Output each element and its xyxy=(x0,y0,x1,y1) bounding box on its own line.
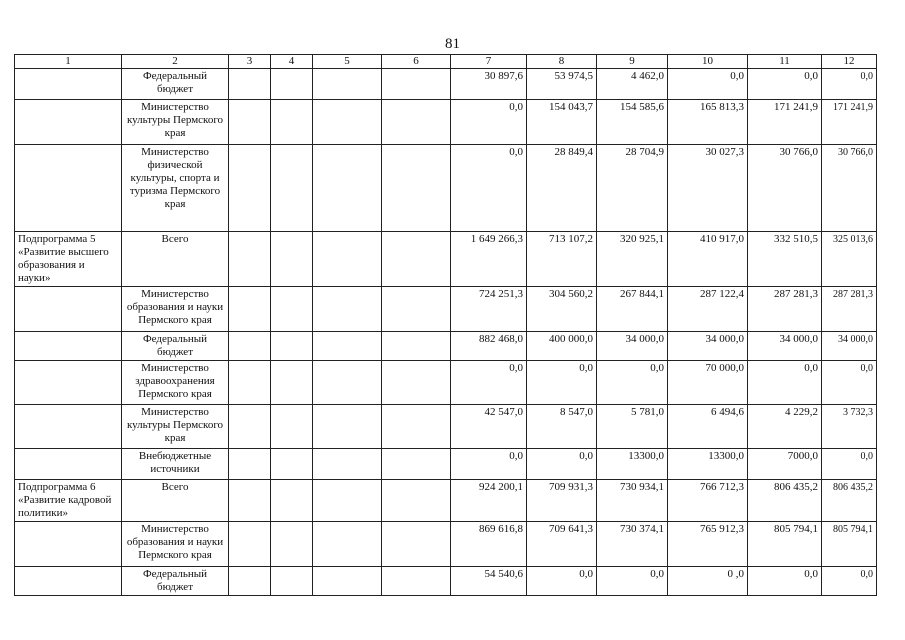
empty-cell xyxy=(271,567,313,596)
value-cell-col-10: 30 027,3 xyxy=(668,145,748,232)
value-cell-col-10: 70 000,0 xyxy=(668,361,748,405)
value-cell-col-9: 0,0 xyxy=(597,361,668,405)
empty-cell xyxy=(271,100,313,145)
value-cell-col-12: 30 766,0 xyxy=(822,145,877,232)
empty-cell xyxy=(313,232,382,287)
program-name-cell xyxy=(15,567,122,596)
value-cell-col-10: 13300,0 xyxy=(668,449,748,480)
value-cell-col-8: 0,0 xyxy=(527,449,597,480)
empty-cell xyxy=(271,480,313,522)
value-cell-col-7: 42 547,0 xyxy=(451,405,527,449)
funding-source-cell: Всего xyxy=(122,480,229,522)
value-cell-col-8: 28 849,4 xyxy=(527,145,597,232)
empty-cell xyxy=(382,361,451,405)
value-cell-col-10: 0,0 xyxy=(668,69,748,100)
column-number-11: 11 xyxy=(748,55,822,69)
funding-source-cell: Министерство образования и науки Пермского края xyxy=(122,522,229,567)
value-cell-col-8: 53 974,5 xyxy=(527,69,597,100)
value-cell-col-7: 0,0 xyxy=(451,361,527,405)
value-cell-col-11: 287 281,3 xyxy=(748,287,822,332)
value-cell-col-10: 165 813,3 xyxy=(668,100,748,145)
value-cell-col-7: 30 897,6 xyxy=(451,69,527,100)
empty-cell xyxy=(313,449,382,480)
empty-cell xyxy=(271,405,313,449)
program-name-cell xyxy=(15,405,122,449)
empty-cell xyxy=(382,287,451,332)
value-cell-col-11: 4 229,2 xyxy=(748,405,822,449)
value-cell-col-7: 54 540,6 xyxy=(451,567,527,596)
value-cell-col-9: 267 844,1 xyxy=(597,287,668,332)
funding-source-cell: Министерство образования и науки Пермского края xyxy=(122,287,229,332)
value-cell-col-12: 0,0 xyxy=(822,69,877,100)
empty-cell xyxy=(229,232,271,287)
value-cell-col-9: 13300,0 xyxy=(597,449,668,480)
value-cell-col-10: 287 122,4 xyxy=(668,287,748,332)
empty-cell xyxy=(313,522,382,567)
empty-cell xyxy=(271,332,313,361)
value-cell-col-12: 3 732,3 xyxy=(822,405,877,449)
column-number-7: 7 xyxy=(451,55,527,69)
table-row xyxy=(15,361,877,405)
empty-cell xyxy=(271,145,313,232)
table-row xyxy=(15,69,877,100)
funding-source-cell: Федеральный бюджет xyxy=(122,567,229,596)
empty-cell xyxy=(229,100,271,145)
empty-cell xyxy=(271,69,313,100)
empty-cell xyxy=(382,145,451,232)
empty-cell xyxy=(382,567,451,596)
empty-cell xyxy=(229,405,271,449)
value-cell-col-12: 287 281,3 xyxy=(822,287,877,332)
column-number-8: 8 xyxy=(527,55,597,69)
value-cell-col-10: 410 917,0 xyxy=(668,232,748,287)
value-cell-col-11: 34 000,0 xyxy=(748,332,822,361)
value-cell-col-11: 0,0 xyxy=(748,69,822,100)
empty-cell xyxy=(229,567,271,596)
empty-cell xyxy=(382,449,451,480)
value-cell-col-11: 0,0 xyxy=(748,567,822,596)
program-name-cell xyxy=(15,69,122,100)
value-cell-col-9: 154 585,6 xyxy=(597,100,668,145)
value-cell-col-11: 0,0 xyxy=(748,361,822,405)
empty-cell xyxy=(313,567,382,596)
column-number-1: 1 xyxy=(15,55,122,69)
empty-cell xyxy=(382,480,451,522)
page-number: 81 xyxy=(445,36,460,52)
empty-cell xyxy=(229,332,271,361)
empty-cell xyxy=(313,287,382,332)
table-row xyxy=(15,232,877,287)
program-name-cell xyxy=(15,449,122,480)
program-name-cell: Подпрограмма 6 «Развитие кадровой политики» xyxy=(15,480,122,522)
value-cell-col-7: 0,0 xyxy=(451,145,527,232)
value-cell-col-12: 806 435,2 xyxy=(822,480,877,522)
value-cell-col-10: 0 ,0 xyxy=(668,567,748,596)
value-cell-col-10: 34 000,0 xyxy=(668,332,748,361)
empty-cell xyxy=(271,232,313,287)
column-number-2: 2 xyxy=(122,55,229,69)
value-cell-col-7: 0,0 xyxy=(451,100,527,145)
funding-source-cell: Министерство здравоохранения Пермского края xyxy=(122,361,229,405)
empty-cell xyxy=(229,522,271,567)
empty-cell xyxy=(382,69,451,100)
funding-source-cell: Федеральный бюджет xyxy=(122,69,229,100)
empty-cell xyxy=(229,145,271,232)
value-cell-col-8: 713 107,2 xyxy=(527,232,597,287)
column-number-9: 9 xyxy=(597,55,668,69)
value-cell-col-9: 34 000,0 xyxy=(597,332,668,361)
empty-cell xyxy=(313,405,382,449)
value-cell-col-9: 4 462,0 xyxy=(597,69,668,100)
value-cell-col-10: 765 912,3 xyxy=(668,522,748,567)
funding-source-cell: Федеральный бюджет xyxy=(122,332,229,361)
program-name-cell xyxy=(15,100,122,145)
empty-cell xyxy=(313,145,382,232)
program-name-cell xyxy=(15,287,122,332)
table-row xyxy=(15,287,877,332)
value-cell-col-12: 0,0 xyxy=(822,361,877,405)
funding-source-cell: Министерство культуры Пермского края xyxy=(122,100,229,145)
program-name-cell: Подпрограмма 5 «Развитие высшего образования и науки» xyxy=(15,232,122,287)
empty-cell xyxy=(313,361,382,405)
funding-source-cell: Внебюджетные источники xyxy=(122,449,229,480)
value-cell-col-7: 0,0 xyxy=(451,449,527,480)
value-cell-col-12: 171 241,9 xyxy=(822,100,877,145)
empty-cell xyxy=(229,287,271,332)
funding-source-cell: Министерство культуры Пермского края xyxy=(122,405,229,449)
column-number-12: 12 xyxy=(822,55,877,69)
value-cell-col-11: 7000,0 xyxy=(748,449,822,480)
program-name-cell xyxy=(15,332,122,361)
value-cell-col-11: 171 241,9 xyxy=(748,100,822,145)
value-cell-col-7: 869 616,8 xyxy=(451,522,527,567)
empty-cell xyxy=(271,361,313,405)
table-row xyxy=(15,145,877,232)
value-cell-col-8: 0,0 xyxy=(527,567,597,596)
program-name-cell xyxy=(15,361,122,405)
value-cell-col-7: 924 200,1 xyxy=(451,480,527,522)
value-cell-col-12: 0,0 xyxy=(822,567,877,596)
value-cell-col-8: 400 000,0 xyxy=(527,332,597,361)
column-number-5: 5 xyxy=(313,55,382,69)
empty-cell xyxy=(382,522,451,567)
funding-source-cell: Всего xyxy=(122,232,229,287)
column-number-10: 10 xyxy=(668,55,748,69)
value-cell-col-10: 766 712,3 xyxy=(668,480,748,522)
value-cell-col-11: 805 794,1 xyxy=(748,522,822,567)
value-cell-col-9: 28 704,9 xyxy=(597,145,668,232)
value-cell-col-11: 806 435,2 xyxy=(748,480,822,522)
empty-cell xyxy=(271,287,313,332)
table-row xyxy=(15,449,877,480)
empty-cell xyxy=(313,69,382,100)
value-cell-col-11: 332 510,5 xyxy=(748,232,822,287)
value-cell-col-12: 325 013,6 xyxy=(822,232,877,287)
column-number-4: 4 xyxy=(271,55,313,69)
empty-cell xyxy=(229,480,271,522)
empty-cell xyxy=(313,332,382,361)
empty-cell xyxy=(271,449,313,480)
value-cell-col-7: 882 468,0 xyxy=(451,332,527,361)
empty-cell xyxy=(313,100,382,145)
table-row xyxy=(15,567,877,596)
value-cell-col-8: 0,0 xyxy=(527,361,597,405)
empty-cell xyxy=(382,332,451,361)
value-cell-col-9: 730 374,1 xyxy=(597,522,668,567)
table-row xyxy=(15,405,877,449)
value-cell-col-9: 320 925,1 xyxy=(597,232,668,287)
value-cell-col-11: 30 766,0 xyxy=(748,145,822,232)
value-cell-col-8: 154 043,7 xyxy=(527,100,597,145)
table-row xyxy=(15,100,877,145)
value-cell-col-9: 730 934,1 xyxy=(597,480,668,522)
budget-table xyxy=(14,54,877,596)
empty-cell xyxy=(229,449,271,480)
table-row xyxy=(15,522,877,567)
value-cell-col-8: 709 641,3 xyxy=(527,522,597,567)
empty-cell xyxy=(382,100,451,145)
empty-cell xyxy=(229,361,271,405)
value-cell-col-7: 1 649 266,3 xyxy=(451,232,527,287)
program-name-cell xyxy=(15,145,122,232)
column-number-6: 6 xyxy=(382,55,451,69)
table-row xyxy=(15,332,877,361)
column-number-3: 3 xyxy=(229,55,271,69)
value-cell-col-12: 34 000,0 xyxy=(822,332,877,361)
empty-cell xyxy=(271,522,313,567)
value-cell-col-8: 304 560,2 xyxy=(527,287,597,332)
value-cell-col-12: 0,0 xyxy=(822,449,877,480)
value-cell-col-10: 6 494,6 xyxy=(668,405,748,449)
value-cell-col-7: 724 251,3 xyxy=(451,287,527,332)
value-cell-col-8: 709 931,3 xyxy=(527,480,597,522)
value-cell-col-8: 8 547,0 xyxy=(527,405,597,449)
empty-cell xyxy=(382,232,451,287)
table-row xyxy=(15,480,877,522)
value-cell-col-12: 805 794,1 xyxy=(822,522,877,567)
empty-cell xyxy=(313,480,382,522)
value-cell-col-9: 0,0 xyxy=(597,567,668,596)
empty-cell xyxy=(229,69,271,100)
program-name-cell xyxy=(15,522,122,567)
value-cell-col-9: 5 781,0 xyxy=(597,405,668,449)
column-number-row xyxy=(15,55,877,69)
empty-cell xyxy=(382,405,451,449)
funding-source-cell: Министерство физической культуры, спорта и туризма Пермского края xyxy=(122,145,229,232)
